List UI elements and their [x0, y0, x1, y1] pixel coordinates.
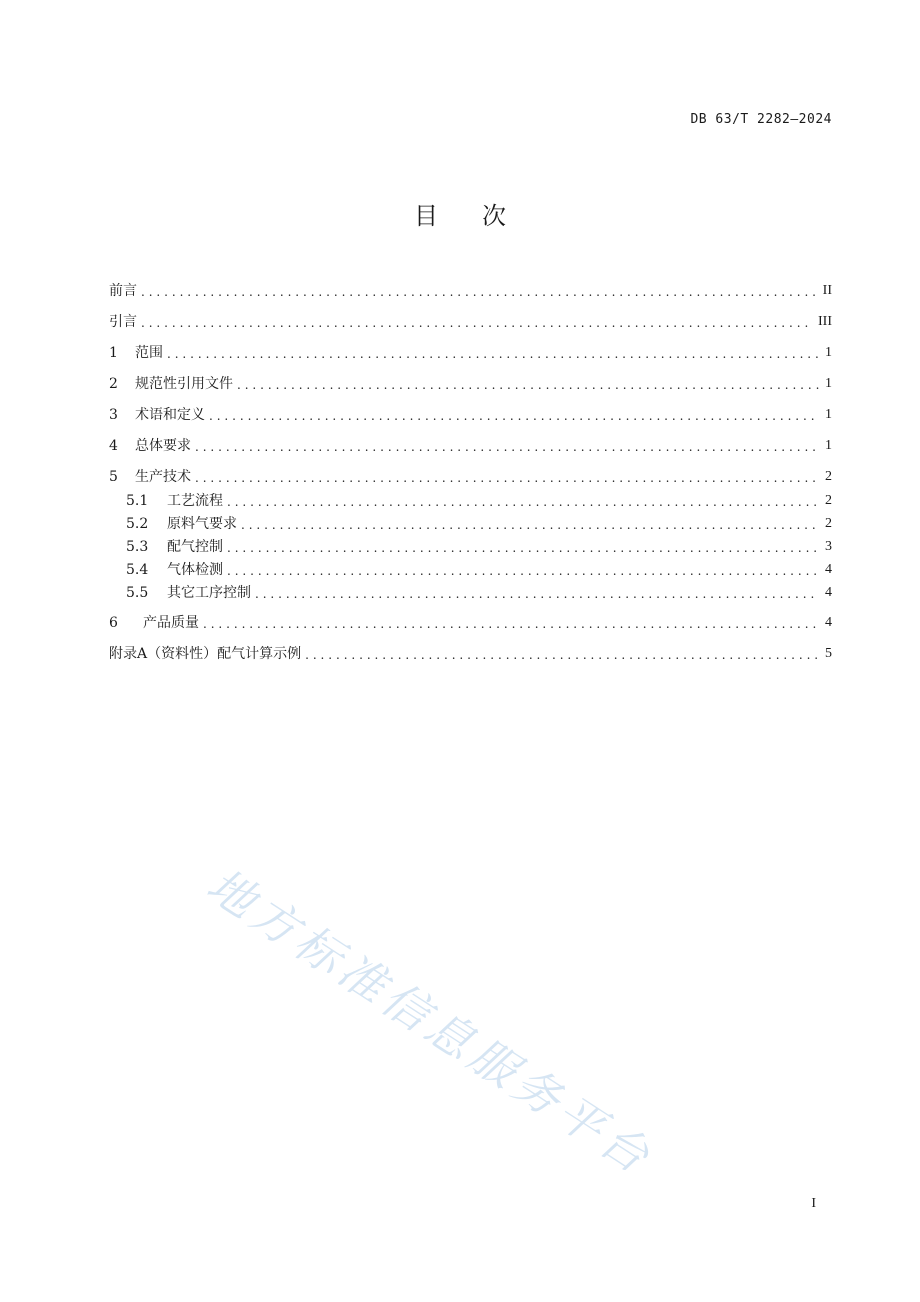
leader-dots: [195, 470, 819, 486]
watermark: 地方标准信息服务平台: [197, 857, 664, 1187]
leader-dots: [227, 494, 819, 510]
toc-entry[interactable]: [109, 280, 832, 300]
toc-entry[interactable]: [109, 342, 832, 362]
toc-entry-label: 前言: [109, 283, 137, 299]
toc-title-left: 目: [414, 202, 438, 230]
toc-entry-label: 工艺流程: [167, 493, 223, 509]
toc-entry-label: 术语和定义: [135, 407, 205, 423]
toc-entry-label: 总体要求: [135, 438, 191, 454]
toc-entry-number: 3: [109, 407, 118, 423]
leader-dots: [167, 346, 819, 362]
toc-entry-label: 范围: [135, 345, 163, 361]
toc-title-right: 次: [482, 202, 506, 230]
leader-dots: [241, 517, 819, 533]
toc-entry[interactable]: [109, 404, 832, 424]
toc-subentry[interactable]: [126, 513, 832, 533]
toc-title: [0, 196, 920, 231]
toc-entry-number: 1: [109, 345, 118, 361]
toc-entry-number: 5.1: [126, 493, 149, 509]
leader-dots: [227, 540, 819, 556]
toc-entry-page: 1: [825, 376, 832, 391]
toc-entry-page: 5: [825, 646, 832, 661]
toc-entry-label: 引言: [109, 314, 137, 330]
toc-entry-page: 3: [825, 539, 832, 554]
toc-entry-page: 1: [825, 407, 832, 422]
leader-dots: [141, 284, 817, 300]
toc-entry-page: 2: [825, 493, 832, 508]
leader-dots: [255, 586, 819, 602]
toc-entry-number: 5.5: [126, 585, 149, 601]
toc-entry-page: 1: [825, 345, 832, 360]
toc-entry[interactable]: [109, 612, 832, 632]
toc-subentry[interactable]: [126, 559, 832, 579]
toc-entry-label: 原料气要求: [167, 516, 237, 532]
toc-entry-page: 4: [825, 562, 832, 577]
toc-entry-label: 附录A（资料性）配气计算示例: [109, 646, 302, 662]
leader-dots: [195, 439, 819, 455]
toc-entry-label: 气体检测: [167, 562, 223, 578]
toc-entry-number: 5.3: [126, 539, 149, 555]
toc-entry-number: 6: [109, 615, 118, 631]
leader-dots: [209, 408, 819, 424]
toc-entry-label: 其它工序控制: [167, 585, 251, 601]
toc-entry[interactable]: [109, 435, 832, 455]
toc-entry-number: 5.2: [126, 516, 149, 532]
standard-code: DB 63/T 2282—2024: [690, 112, 832, 127]
leader-dots: [305, 647, 819, 663]
leader-dots: [141, 315, 812, 331]
toc-entry-label: 生产技术: [135, 469, 191, 485]
toc-entry[interactable]: [109, 466, 832, 486]
toc-entry-number: 5: [109, 469, 118, 485]
leader-dots: [237, 377, 819, 393]
toc-subentry[interactable]: [126, 536, 832, 556]
toc-entry[interactable]: [109, 373, 832, 393]
toc-entry-page: III: [818, 314, 832, 329]
toc-entry[interactable]: [109, 311, 832, 331]
page-number: I: [811, 1196, 816, 1211]
toc-entry-number: 2: [109, 376, 118, 392]
toc-entry-page: 4: [825, 615, 832, 630]
toc-entry-page: 2: [825, 516, 832, 531]
leader-dots: [203, 616, 819, 632]
toc-entry-page: 1: [825, 438, 832, 453]
toc-entry-page: 4: [825, 585, 832, 600]
leader-dots: [227, 563, 819, 579]
toc-entry[interactable]: [109, 643, 832, 663]
toc-entry-label: 规范性引用文件: [135, 376, 233, 392]
toc-subentry[interactable]: [126, 490, 832, 510]
toc-entry-number: 5.4: [126, 562, 149, 578]
toc-entry-label: 产品质量: [143, 615, 199, 631]
toc-entry-page: 2: [825, 469, 832, 484]
toc-entry-page: II: [822, 283, 832, 298]
toc-subentry[interactable]: [126, 582, 832, 602]
toc-entry-label: 配气控制: [167, 539, 223, 555]
toc-entry-number: 4: [109, 438, 118, 454]
